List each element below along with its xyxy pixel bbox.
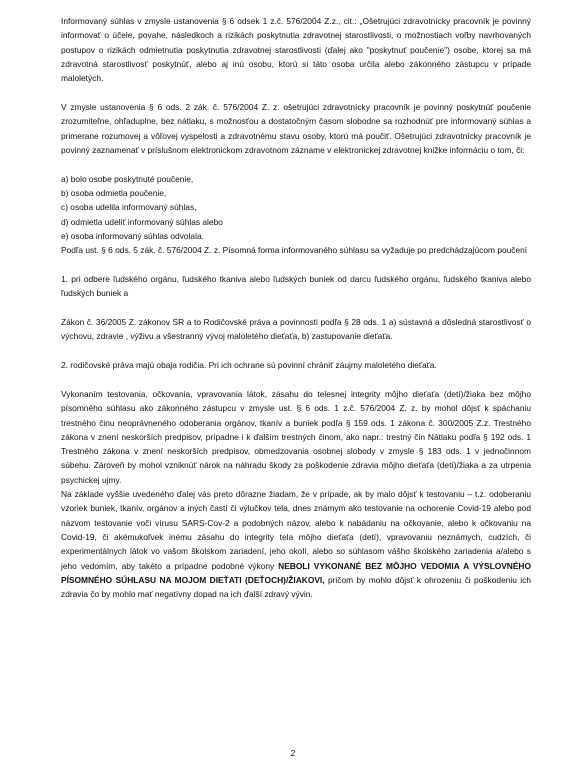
consent-options-list [61, 172, 531, 243]
request-text: Na základe vyššie uvedeného ďalej vás preto dôrazne žiadam, že v prípade, ak by malo dôjsť k testovaniu – t.z. odoberaniu vzoriek buniek, tkanív, orgánov a iných častí či výlučkov tela, dnes známym ako testovanie na ochorenie Covid-19 alebo pod názvom testovanie voči vírusu SARS-Cov-2 a podobných názov, alebo k nabádaniu na očkovanie, alebo k očkovaniu na Covid-19, či akémukoľvek inému zásahu do integrity tela môjho dieťaťa (detí), vpravovaniu neznámych, cudzích, či experimentálnych látok vo vašom školskom zariadení, jeho okolí, alebo so súhlasom vášho školského zariadenia a/alebo s jeho vedomím, aby takéto a prípadne podobné výkony [61, 489, 531, 571]
paragraph-informed-consent: Informovaný súhlas v zmysle ustanovenia § 6 odsek 1 z.č. 576/2004 Z.z., cit.: „Ošetrujúci zdravotnícky pracovník je povinný informovať o účele, povahe, následkoch a rizikách poskytnutia zdravotnej starostlivosti, o možnostiach voľby navrhovaných postupov o rizikách odmietnutia poskytnutia zdravotnej starostlivosti (ďalej ako "poskytnuť poučenie") osobe, ktorej sa má zdravotná starostlivosť poskytnúť, alebo aj inú osobu, ktorú si táto osoba určila alebo zákonného zástupcu v prípade maloletých. [61, 16, 531, 84]
paragraph-testing-vaccination: Vykonaním testovania, očkovania, vpravovania látok, zásahu do telesnej integrity môjho dieťaťa (detí)/žiaka bez môjho písomného súhlasu ako zákonného zástupcu v zmysle ust. § 6 ods. 1 z.č. 576/2004 Z. z. by mohol dôjsť k spáchaniu trestného činu neoprávneného odoberania orgánov, tkanív a buniek podľa § 159 ods. 1 zákona č. 300/2005 Z.z. Trestného zákona v znení neskorších predpisov, prípadne i k ďalším trestných činom, ako napr.: trestný čin Nátlaku podľa § 192 ods. 1 Trestného zákona v znení neskorších predpisov, obmedzovania osobnej slobody v zmysle § 183 ods. 1 v jednočinnom súbehu. Zároveň by mohol vzniknúť nárok na náhradu škody za poškodenie zdravia môjho dieťaťa (detí)/žiaka a za utrpenia psychickej ujmy. [61, 388, 531, 485]
paragraph-parental-rights: 2. rodičovské práva majú obaja rodičia. Pri ich ochrane sú povinní chrániť záujmy maloletého dieťaťa. [61, 360, 437, 371]
paragraph-organ-removal: 1. pri odbere ľudského orgánu, ľudského tkaniva alebo ľudských buniek od darcu ľudského orgánu, ľudského tkaniva alebo ľudských buniek a [61, 273, 531, 299]
list-item: a) bolo osobe poskytnuté poučenie, [61, 173, 194, 184]
document-page [61, 14, 531, 601]
list-item: e) osoba informovaný súhlas odvolala. [61, 230, 204, 241]
request-text-end: pričom by mohlo dôjsť k ohrozeniu či poškodeniu ich zdravia čo by mohlo mať negatívny dopad na ich ďalší zdravý vývin. [61, 574, 531, 600]
list-item: b) osoba odmietla poučenie, [61, 187, 167, 198]
list-item: c) osoba udelila informovaný súhlas, [61, 202, 197, 213]
paragraph-section-6-2: V zmysle ustanovenia § 6 ods. 2 zák. č. 576/2004 Z. z. ošetrujúci zdravotnícky pracovník je povinný poskytnúť poučenie zrozumiteľne, ohľaduplne, bez nátlaku, s možnosťou a dostatočným časom slobodne sa rozhodnúť pre informovaný súhlas a primerane rozumovej a vôľovej vyspelosti a zdravotnému stavu osoby, ktorú má poučiť. Ošetrujúci zdravotnícky pracovník je povinný zaznamenať v príslušnom elektronickom zdravotnom zázname v elektronickej zdravotnej knižke informáciu o tom, či: [61, 101, 531, 155]
request-bold-text: NEBOLI VYKONANÉ BEZ MÔJHO VEDOMIA A VÝSLOVNÉHO PÍSOMNÉHO SÚHLASU NA MOJOM DIEŤATI (DEŤOCH)/ŽIAKOVI, [61, 560, 531, 585]
paragraph-request [61, 487, 531, 601]
page-number: 2 [290, 748, 296, 758]
list-item: d) odmietla udeliť informovaný súhlas alebo [61, 216, 223, 227]
paragraph-law-36-2005: Zákon č. 36/2005 Z. zákonov SR a to Rodičovské práva a povinnosti podľa § 28 ods. 1 a) sústavná a dôsledná starostlivosť o výchovu, zdravie , výživu a všestranný vývoj maloletého dieťaťa, b) zastupovanie dieťaťa. [61, 317, 531, 342]
paragraph-section-6-5: Podľa ust. § 6 ods. 5 zák. č. 576/2004 Z. z. Písomná forma informovaného súhlasu sa vyžaduje po predchádzajúcom poučení [61, 245, 528, 256]
